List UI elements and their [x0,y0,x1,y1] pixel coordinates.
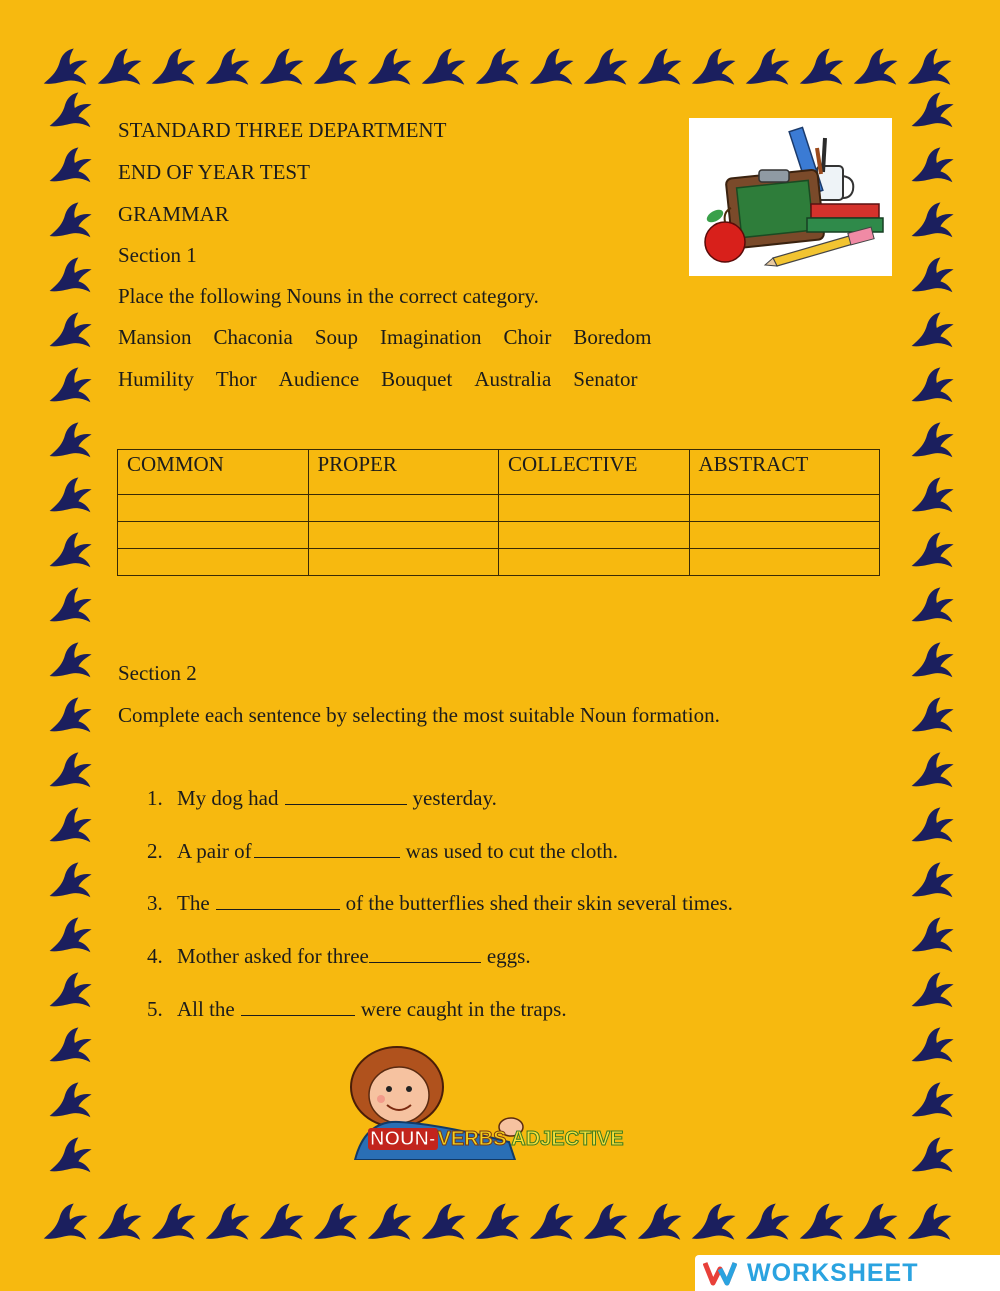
swallow-bird-icon [850,1201,900,1256]
swallow-bird-icon [908,860,956,913]
question-number: 5. [147,997,163,1021]
border-right [902,90,962,1200]
section2-title: Section 2 [118,661,197,685]
swallow-bird-icon [688,46,738,101]
swallow-bird-icon [256,46,306,101]
answer-blank[interactable] [369,944,481,963]
swallow-bird-icon [418,1201,468,1256]
question-text-after: were caught in the traps. [360,997,567,1021]
school-supplies-clipart [689,118,892,276]
swallow-bird-icon [908,365,956,418]
answer-cell[interactable] [499,549,690,576]
answer-cell[interactable] [308,522,499,549]
answer-cell[interactable] [308,549,499,576]
noun-list-row1 [118,325,673,350]
swallow-bird-icon [46,640,94,693]
noun-word: Soup [314,325,358,349]
swallow-bird-icon [310,1201,360,1256]
question-text-before: My dog had [177,786,279,810]
question-number: 3. [147,891,163,915]
noun-word: Bouquet [381,367,453,391]
swallow-bird-icon [46,1135,94,1188]
question-text-after: of the butterflies shed their skin several times. [345,891,733,915]
noun-word: Australia [474,367,552,391]
swallow-bird-icon [46,585,94,638]
swallow-bird-icon [46,860,94,913]
noun-word: Thor [215,367,257,391]
swallow-bird-icon [46,970,94,1023]
swallow-bird-icon [46,365,94,418]
answer-cell[interactable] [118,522,309,549]
swallow-bird-icon [46,1080,94,1133]
answer-blank[interactable] [285,786,407,805]
swallow-bird-icon [94,46,144,101]
swallow-bird-icon [526,46,576,101]
swallow-bird-icon [908,420,956,473]
noun-category-table [117,449,880,576]
question-2 [147,839,618,864]
swallow-bird-icon [904,1201,954,1256]
section1-instruction: Place the following Nouns in the correct category. [118,284,539,308]
swallow-bird-icon [908,310,956,363]
swallow-bird-icon [46,310,94,363]
banner-verbs: VERBS [437,1128,507,1150]
table-row [118,522,880,549]
worksheet-watermark [695,1255,1000,1291]
swallow-bird-icon [46,1025,94,1078]
swallow-bird-icon [46,200,94,253]
banner-noun: NOUN- [370,1128,436,1150]
answer-blank[interactable] [241,997,355,1016]
swallow-bird-icon [46,475,94,528]
swallow-bird-icon [364,1201,414,1256]
table-row [118,495,880,522]
header-common: COMMON [118,450,309,495]
swallow-bird-icon [796,46,846,101]
section2-instruction: Complete each sentence by selecting the most suitable Noun formation. [118,703,720,727]
question-number: 2. [147,839,163,863]
answer-cell[interactable] [308,495,499,522]
table-row [118,549,880,576]
subject-title: GRAMMAR [118,202,229,226]
swallow-bird-icon [46,145,94,198]
table-header-row [118,450,880,495]
answer-blank[interactable] [216,891,340,910]
question-text-before: All the [177,997,235,1021]
swallow-bird-icon [40,1201,90,1256]
noun-word: Senator [573,367,638,391]
swallow-bird-icon [908,750,956,803]
question-3 [147,891,733,916]
noun-word: Chaconia [213,325,293,349]
section1-title: Section 1 [118,243,197,267]
answer-cell[interactable] [499,495,690,522]
answer-cell[interactable] [689,549,880,576]
swallow-bird-icon [742,1201,792,1256]
swallow-bird-icon [634,1201,684,1256]
question-text-after: eggs. [486,944,531,968]
swallow-bird-icon [908,695,956,748]
swallow-bird-icon [634,46,684,101]
worksheet-brand-text: WORKSHEET [747,1259,919,1287]
swallow-bird-icon [908,1025,956,1078]
swallow-bird-icon [908,475,956,528]
swallow-bird-icon [850,46,900,101]
swallow-bird-icon [418,46,468,101]
swallow-bird-icon [46,915,94,968]
swallow-bird-icon [148,1201,198,1256]
noun-list-row2 [118,367,659,392]
swallow-bird-icon [908,640,956,693]
answer-cell[interactable] [689,522,880,549]
answer-cell[interactable] [118,495,309,522]
swallow-bird-icon [526,1201,576,1256]
swallow-bird-icon [46,530,94,583]
question-text-before: Mother asked for three [177,944,369,968]
border-bottom [40,1195,960,1255]
noun-word: Imagination [380,325,482,349]
swallow-bird-icon [908,200,956,253]
swallow-bird-icon [742,46,792,101]
test-title: END OF YEAR TEST [118,160,310,184]
swallow-bird-icon [908,805,956,858]
worksheet-logo-icon [703,1260,737,1286]
border-top [40,40,960,100]
header-collective: COLLECTIVE [499,450,690,495]
swallow-bird-icon [46,750,94,803]
header-abstract: ABSTRACT [689,450,880,495]
swallow-bird-icon [908,530,956,583]
swallow-bird-icon [908,255,956,308]
swallow-bird-icon [472,46,522,101]
banner-adjective: ADJECTIVE [511,1128,624,1150]
answer-blank[interactable] [254,839,400,858]
question-text-before: The [177,891,210,915]
noun-verbs-adjective-banner [368,1128,624,1151]
noun-word: Choir [503,325,552,349]
swallow-bird-icon [46,695,94,748]
swallow-bird-icon [472,1201,522,1256]
swallow-bird-icon [908,915,956,968]
swallow-bird-icon [908,145,956,198]
swallow-bird-icon [256,1201,306,1256]
answer-cell[interactable] [689,495,880,522]
department-title: STANDARD THREE DEPARTMENT [118,118,447,142]
swallow-bird-icon [908,1135,956,1188]
swallow-bird-icon [94,1201,144,1256]
noun-word: Boredom [573,325,652,349]
header-proper: PROPER [308,450,499,495]
swallow-bird-icon [688,1201,738,1256]
swallow-bird-icon [46,420,94,473]
answer-cell[interactable] [499,522,690,549]
swallow-bird-icon [908,970,956,1023]
swallow-bird-icon [796,1201,846,1256]
question-number: 4. [147,944,163,968]
swallow-bird-icon [908,1080,956,1133]
question-4 [147,944,531,969]
question-1 [147,786,497,811]
swallow-bird-icon [908,90,956,143]
swallow-bird-icon [908,585,956,638]
question-5 [147,997,567,1022]
swallow-bird-icon [580,46,630,101]
swallow-bird-icon [46,255,94,308]
question-text-after: was used to cut the cloth. [405,839,618,863]
noun-word: Audience [278,367,360,391]
question-text-after: yesterday. [412,786,497,810]
swallow-bird-icon [202,1201,252,1256]
swallow-bird-icon [364,46,414,101]
question-text-before: A pair of [177,839,252,863]
swallow-bird-icon [202,46,252,101]
swallow-bird-icon [148,46,198,101]
swallow-bird-icon [46,805,94,858]
answer-cell[interactable] [118,549,309,576]
border-left [40,90,100,1200]
question-number: 1. [147,786,163,810]
noun-word: Mansion [118,325,192,349]
swallow-bird-icon [46,90,94,143]
noun-word: Humility [118,367,194,391]
swallow-bird-icon [580,1201,630,1256]
swallow-bird-icon [310,46,360,101]
